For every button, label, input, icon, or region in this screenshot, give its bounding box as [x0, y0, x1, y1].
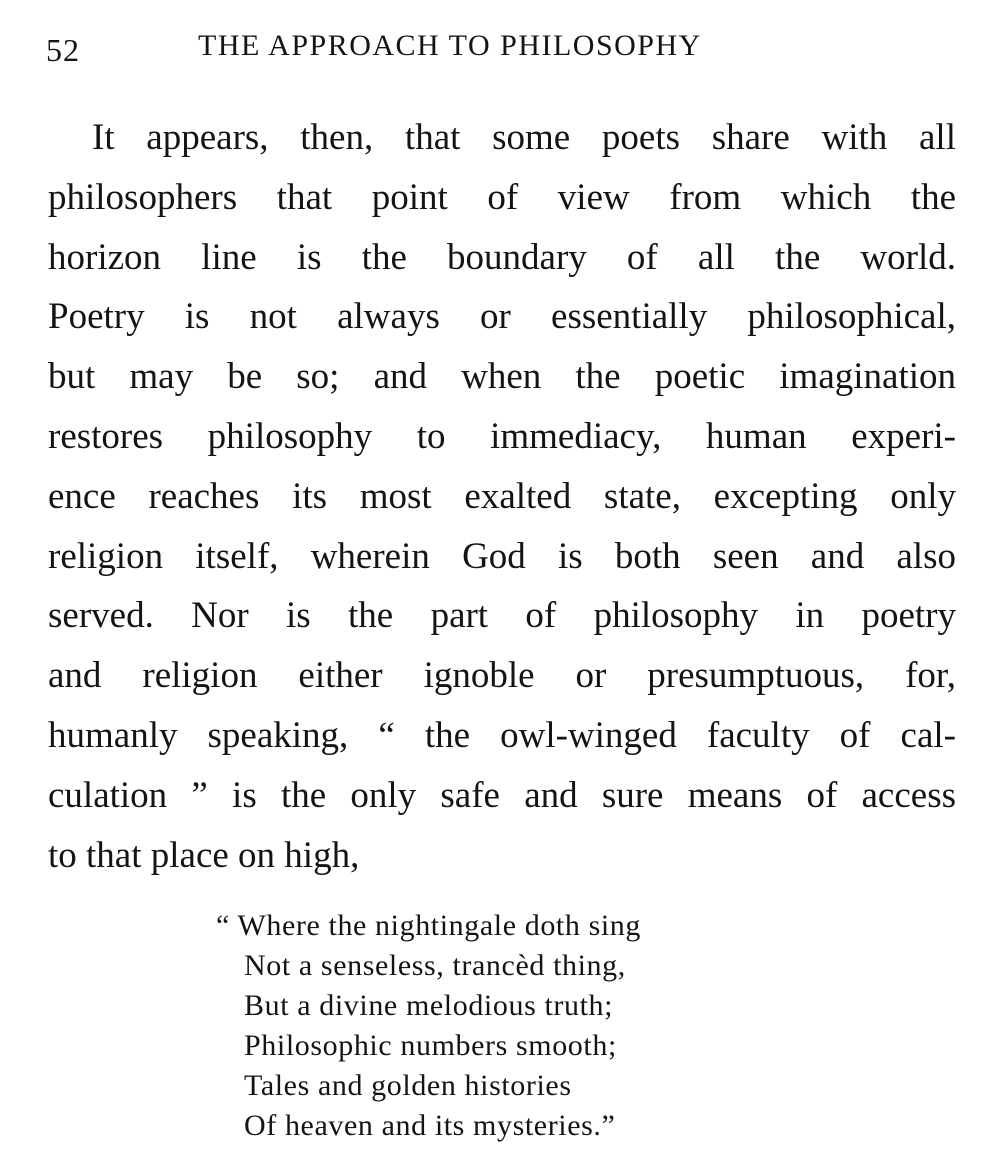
page-number: 52 — [46, 32, 80, 68]
paragraph-line: philosophers that point of view from which the — [48, 176, 956, 218]
verse-line: Philosophic numbers smooth; — [244, 1029, 617, 1062]
verse-line: “ Where the nightingale doth sing — [216, 909, 641, 942]
paragraph-line: ence reaches its most exalted state, excepting only — [48, 475, 956, 517]
verse-line: Not a senseless, trancèd thing, — [244, 949, 626, 982]
verse-line: But a divine melodious truth; — [244, 989, 614, 1022]
paragraph-line: and religion either ignoble or presumptuous, for, — [48, 655, 956, 697]
page-header — [46, 22, 806, 72]
paragraph-line: Poetry is not always or essentially philosophical, — [48, 296, 956, 338]
paragraph-line: horizon line is the boundary of all the world. — [48, 236, 956, 278]
verse-line: Tales and golden histories — [244, 1069, 572, 1102]
verse-quotation — [216, 906, 776, 1146]
running-title: THE APPROACH TO PHILOSOPHY — [198, 29, 702, 62]
paragraph-line: to that place on high, — [48, 834, 360, 876]
paragraph-line: restores philosophy to immediacy, human experi- — [48, 415, 956, 457]
paragraph-line: but may be so; and when the poetic imagination — [48, 356, 956, 398]
body-paragraph — [48, 108, 956, 885]
verse-line: Of heaven and its mysteries.” — [244, 1109, 616, 1142]
paragraph-line: culation ” is the only safe and sure means of access — [48, 774, 956, 816]
paragraph-line: religion itself, wherein God is both seen and also — [48, 535, 956, 577]
paragraph-line: It appears, then, that some poets share with all — [92, 117, 956, 158]
paragraph-line: served. Nor is the part of philosophy in poetry — [48, 595, 956, 637]
paragraph-line: humanly speaking, “ the owl-winged faculty of cal- — [48, 714, 956, 756]
